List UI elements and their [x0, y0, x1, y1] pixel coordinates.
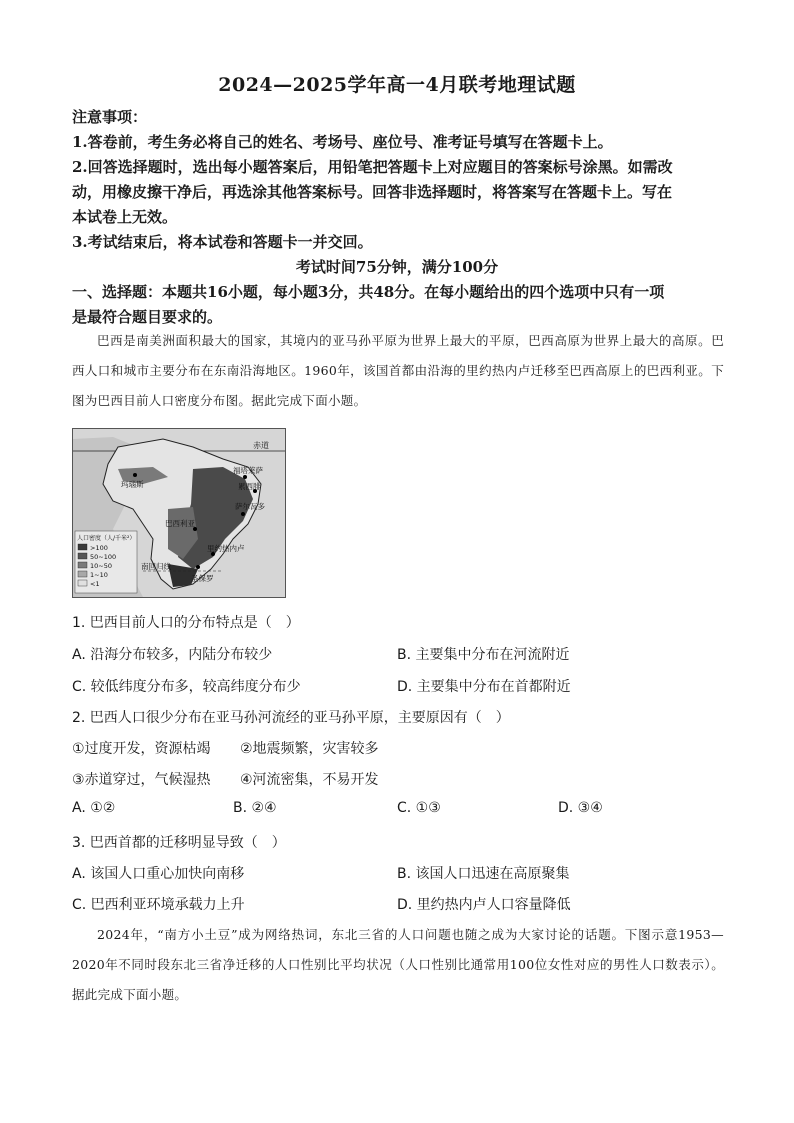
label-sao-paulo: 圣保罗	[191, 574, 214, 583]
notice-item-2-line-3: 本试卷上无效。	[72, 208, 178, 226]
question-2-option-d[interactable]: D. ③④	[558, 800, 603, 816]
question-2-statement-2: ②地震频繁，灾害较多	[240, 741, 379, 757]
question-3-option-b[interactable]: B. 该国人口迅速在高原聚集	[397, 866, 570, 882]
passage-2: 2024年，“南方小土豆”成为网络热词，东北三省的人口问题也随之成为大家讨论的话题。下图示意1953—2020年不同时段东北三省净迁移的人口性别比平均状况（人口性别比通常用100位女性对应的男性人口数表示）。据此完成下面小题。	[72, 927, 724, 1002]
notice-item-1: 1.答卷前，考生务必将自己的姓名、考场号、座位号、准考证号填写在答题卡上。	[72, 133, 613, 151]
question-1-option-d[interactable]: D. 主要集中分布在首都附近	[397, 679, 571, 695]
question-2-option-b[interactable]: B. ②④	[233, 800, 277, 816]
label-tropic: 南回归线	[141, 562, 171, 571]
legend-title: 人口密度（人/千米²）	[77, 535, 136, 542]
label-manaus: 玛瑙斯	[121, 480, 144, 489]
map-legend	[75, 531, 137, 593]
legend-item-3: 10~50	[90, 562, 112, 570]
legend-item-1: >100	[90, 544, 108, 552]
city-dot-salvador	[241, 512, 245, 516]
question-1-option-c[interactable]: C. 较低纬度分布多，较高纬度分布少	[72, 679, 301, 695]
question-3-option-c[interactable]: C. 巴西利亚环境承载力上升	[72, 897, 245, 913]
label-equator: 赤道	[253, 441, 269, 450]
section-1-line-2: 是最符合题目要求的。	[72, 308, 223, 326]
question-2-statement-4: ④河流密集，不易开发	[240, 772, 379, 788]
section-1-line-1: 一、选择题：本题共16小题，每小题3分，共48分。在每小题给出的四个选项中只有一项	[72, 283, 665, 301]
legend-item-4: 1~10	[90, 571, 108, 579]
question-3-option-a[interactable]: A. 该国人口重心加快向南移	[72, 866, 245, 882]
label-recife: 累西腓	[238, 482, 261, 491]
notice-item-3: 3.考试结束后，将本试卷和答题卡一并交回。	[72, 233, 373, 251]
label-salvador: 萨尔瓦多	[235, 502, 265, 511]
question-1-option-a[interactable]: A. 沿海分布较多，内陆分布较少	[72, 647, 273, 663]
question-3-option-d[interactable]: D. 里约热内卢人口容量降低	[397, 897, 571, 913]
notice-heading: 注意事项：	[72, 108, 148, 126]
question-2-option-a[interactable]: A. ①②	[72, 800, 116, 816]
city-dot-manaus	[133, 473, 137, 477]
label-fortaleza: 福塔莱萨	[233, 466, 263, 475]
notice-item-2-line-2: 动，用橡皮擦干净后，再选涂其他答案标号。回答非选择题时，将答案写在答题卡上。写在	[72, 183, 673, 201]
question-1-option-b[interactable]: B. 主要集中分布在河流附近	[397, 647, 570, 663]
question-2-option-c[interactable]: C. ①③	[397, 800, 441, 816]
question-3-stem: 3. 巴西首都的迁移明显导致（ ）	[72, 835, 286, 851]
question-2-statement-1: ①过度开发，资源枯竭	[72, 741, 211, 757]
question-2-statement-3: ③赤道穿过，气候湿热	[72, 772, 211, 788]
legend-item-2: 50~100	[90, 553, 117, 561]
notice-item-2-line-1: 2.回答选择题时，选出每小题答案后，用铅笔把答题卡上对应题目的答案标号涂黑。如需改	[72, 158, 673, 176]
label-brasilia: 巴西利亚	[165, 519, 195, 528]
passage-1: 巴西是南美洲面积最大的国家，其境内的亚马孙平原为世界上最大的平原，巴西高原为世界上最大的高原。巴西人口和城市主要分布在东南沿海地区。1960年，该国首都由沿海的里约热内卢迁移至巴西高原上的巴西利亚。下图为巴西目前人口密度分布图。据此完成下面小题。	[72, 333, 724, 408]
question-1-stem: 1. 巴西目前人口的分布特点是（ ）	[72, 615, 300, 631]
exam-info: 考试时间75分钟，满分100分	[295, 258, 499, 276]
city-dot-fortaleza	[243, 475, 247, 479]
label-rio: 里约热内卢	[207, 544, 245, 553]
question-2-stem: 2. 巴西人口很少分布在亚马孙河流经的亚马孙平原，主要原因有（ ）	[72, 710, 510, 726]
brazil-population-density-map	[72, 428, 286, 598]
exam-title: 2024—2025学年高一4月联考地理试题	[218, 74, 576, 96]
legend-item-5: <1	[90, 580, 100, 588]
city-dot-sao-paulo	[196, 565, 200, 569]
